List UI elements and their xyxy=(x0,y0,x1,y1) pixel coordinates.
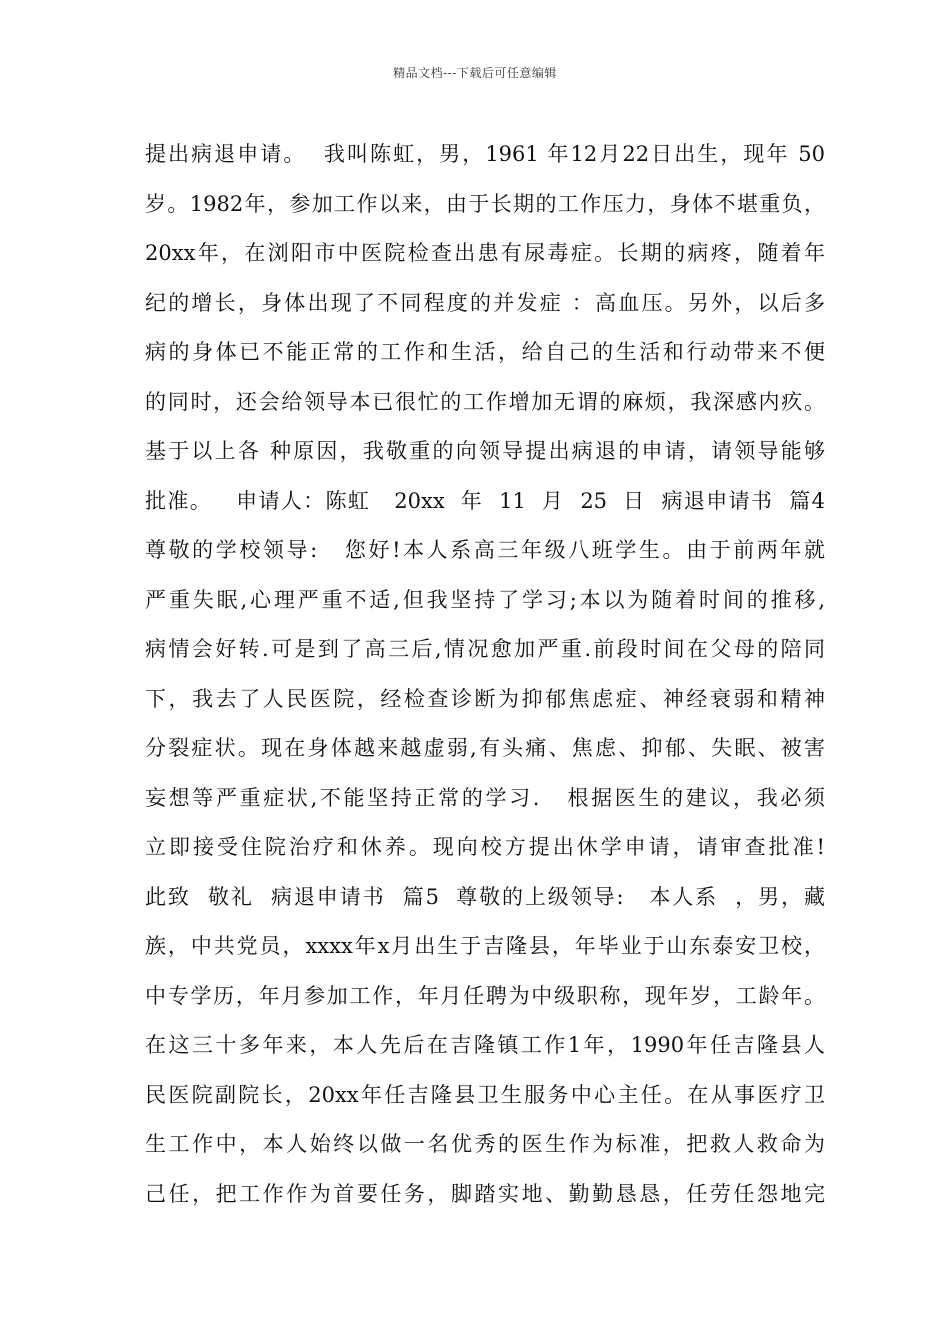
text-line: 己任，把工作作为首要任务，脚踏实地、勤勤恳恳，任劳任怨地完 xyxy=(145,1181,825,1206)
text-line: 的同时，还会给领导本已很忙的工作增加无谓的麻烦，我深感内疚。 xyxy=(145,389,825,414)
text-line: 生工作中，本人始终以做一名优秀的医生作为标准，把救人救命为 xyxy=(145,1132,825,1156)
text-line: 下，我去了人民医院，经检查诊断为抑郁焦虑症、神经衰弱和精神 xyxy=(145,686,825,711)
text-line: 纪的增长，身体出现了不同程度的并发症 ：高血压。另外，以后多 xyxy=(145,290,825,315)
text-line: 尊敬的学校领导: 您好!本人系高三年级八班学生。由于前两年就 xyxy=(145,538,825,562)
text-line: 提出病退申请。 我叫陈虹，男，1961 年12月22日出生，现年 50 xyxy=(145,142,825,166)
text-line: 此致 敬礼 病退申请书 篇5 尊敬的上级领导: 本人系 ，男，藏 xyxy=(145,884,825,909)
text-line: 病的身体已不能正常的工作和生活，给自己的生活和行动带来不便 xyxy=(145,340,825,364)
text-line: 族，中共党员，xxxx年x月出生于吉隆县，年毕业于山东泰安卫校， xyxy=(145,934,825,958)
text-line: 中专学历，年月参加工作，年月任聘为中级职称，现年岁，工龄年。 xyxy=(145,983,825,1008)
text-line: 基于以上各 种原因，我敬重的向领导提出病退的申请，请领导能够 xyxy=(145,439,825,463)
text-line: 严重失眠,心理严重不适,但我坚持了学习;本以为随着时间的推移, xyxy=(145,587,825,612)
text-line: 病情会好转.可是到了高三后,情况愈加严重.前段时间在父母的陪同 xyxy=(145,637,825,661)
text-line: 分裂症状。现在身体越来越虚弱,有头痛、焦虑、抑郁、失眠、被害 xyxy=(145,736,825,760)
text-line: 妄想等严重症状,不能坚持正常的学习. 根据医生的建议，我必须 xyxy=(145,785,825,810)
text-line: 批准。 申请人：陈虹 20xx 年 11 月 25 日 病退申请书 篇4 xyxy=(145,488,825,513)
text-line: 在这三十多年来，本人先后在吉隆镇工作1年，1990年任吉隆县人 xyxy=(145,1033,825,1057)
document-body xyxy=(145,130,825,1219)
page-header: 精品文档---下载后可任意编辑 xyxy=(393,66,557,80)
text-line: 岁。1982年，参加工作以来，由于长期的工作压力，身体不堪重负， xyxy=(145,191,825,216)
text-line: 20xx年，在浏阳市中医院检查出患有尿毒症。长期的病疼，随着年 xyxy=(145,241,825,265)
text-line: 立即接受住院治疗和休养。现向校方提出休学申请，请审查批准! xyxy=(145,835,825,859)
text-line: 民医院副院长，20xx年任吉隆县卫生服务中心主任。在从事医疗卫 xyxy=(145,1082,825,1107)
